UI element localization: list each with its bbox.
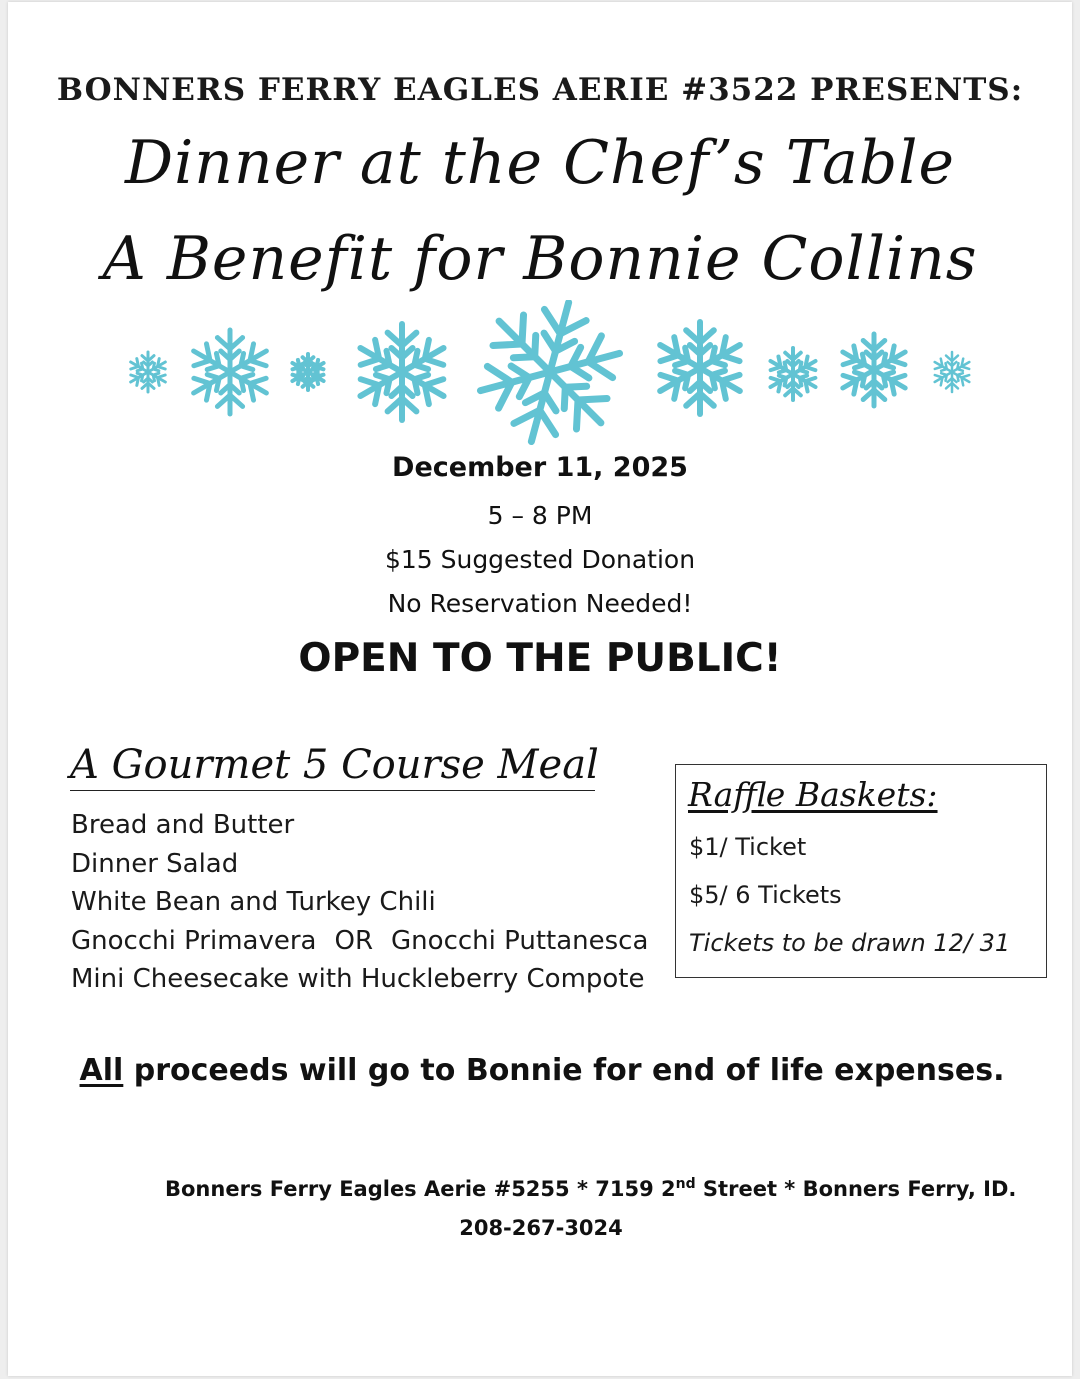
- presenter-line: BONNERS FERRY EAGLES AERIE #3522 PRESENTS:: [56, 72, 1024, 108]
- snowflake-icon: [770, 348, 815, 400]
- raffle-price-bundle: $5/ 6 Tickets: [689, 881, 842, 909]
- snowflake-icon: [194, 330, 267, 414]
- proceeds-emphasis: All: [79, 1053, 124, 1088]
- menu-item-gnocchi: [71, 922, 648, 961]
- snowflake-icon: [131, 352, 166, 392]
- address-part1: Bonners Ferry Eagles Aerie #5255 * 7159 2: [165, 1177, 676, 1201]
- snowflake-icon: [360, 324, 443, 420]
- snowflake-border: [110, 300, 990, 450]
- open-to-public: OPEN TO THE PUBLIC!: [298, 636, 782, 681]
- snowflake-icon: [935, 352, 970, 392]
- snowflake-icon: [660, 322, 740, 414]
- gnocchi-primavera: Gnocchi Primavera: [71, 925, 317, 956]
- suggested-donation: $15 Suggested Donation: [384, 545, 696, 574]
- raffle-heading: Raffle Baskets:: [688, 775, 938, 814]
- proceeds-statement: [0, 1053, 1080, 1088]
- raffle-drawing-date: Tickets to be drawn 12/ 31: [689, 929, 1011, 957]
- event-title: Dinner at the Chef’s Table: [125, 128, 955, 198]
- event-time: 5 – 8 PM: [487, 501, 593, 530]
- or-label: OR: [334, 925, 374, 956]
- menu-item: White Bean and Turkey Chili: [71, 887, 436, 917]
- snowflake-icon: [843, 334, 905, 406]
- footer-address: [165, 1176, 1017, 1201]
- menu-item: Bread and Butter: [71, 810, 295, 840]
- menu-item-dessert: Mini Cheesecake with Huckleberry Compote: [71, 964, 645, 994]
- address-part2: Street * Bonners Ferry, ID.: [695, 1177, 1017, 1201]
- flyer-page: [8, 2, 1072, 1376]
- menu-list: [71, 806, 648, 999]
- raffle-box: [675, 764, 1047, 978]
- menu-item: Dinner Salad: [71, 848, 239, 879]
- footer-phone: 208-267-3024: [459, 1216, 623, 1240]
- snowflake-icon: [480, 302, 619, 441]
- raffle-price-single: $1/ Ticket: [689, 833, 807, 861]
- event-subtitle: A Benefit for Bonnie Collins: [102, 224, 978, 294]
- gnocchi-puttanesca: Gnocchi Puttanesca: [391, 925, 649, 956]
- proceeds-text: proceeds will go to Bonnie for end of life expenses.: [123, 1053, 1005, 1088]
- reservation-note: No Reservation Needed!: [387, 589, 693, 618]
- menu-heading: A Gourmet 5 Course Meal: [70, 742, 595, 791]
- event-date: December 11, 2025: [392, 452, 688, 483]
- address-ordinal: nd: [675, 1176, 696, 1192]
- snowflake-icon: [292, 354, 323, 390]
